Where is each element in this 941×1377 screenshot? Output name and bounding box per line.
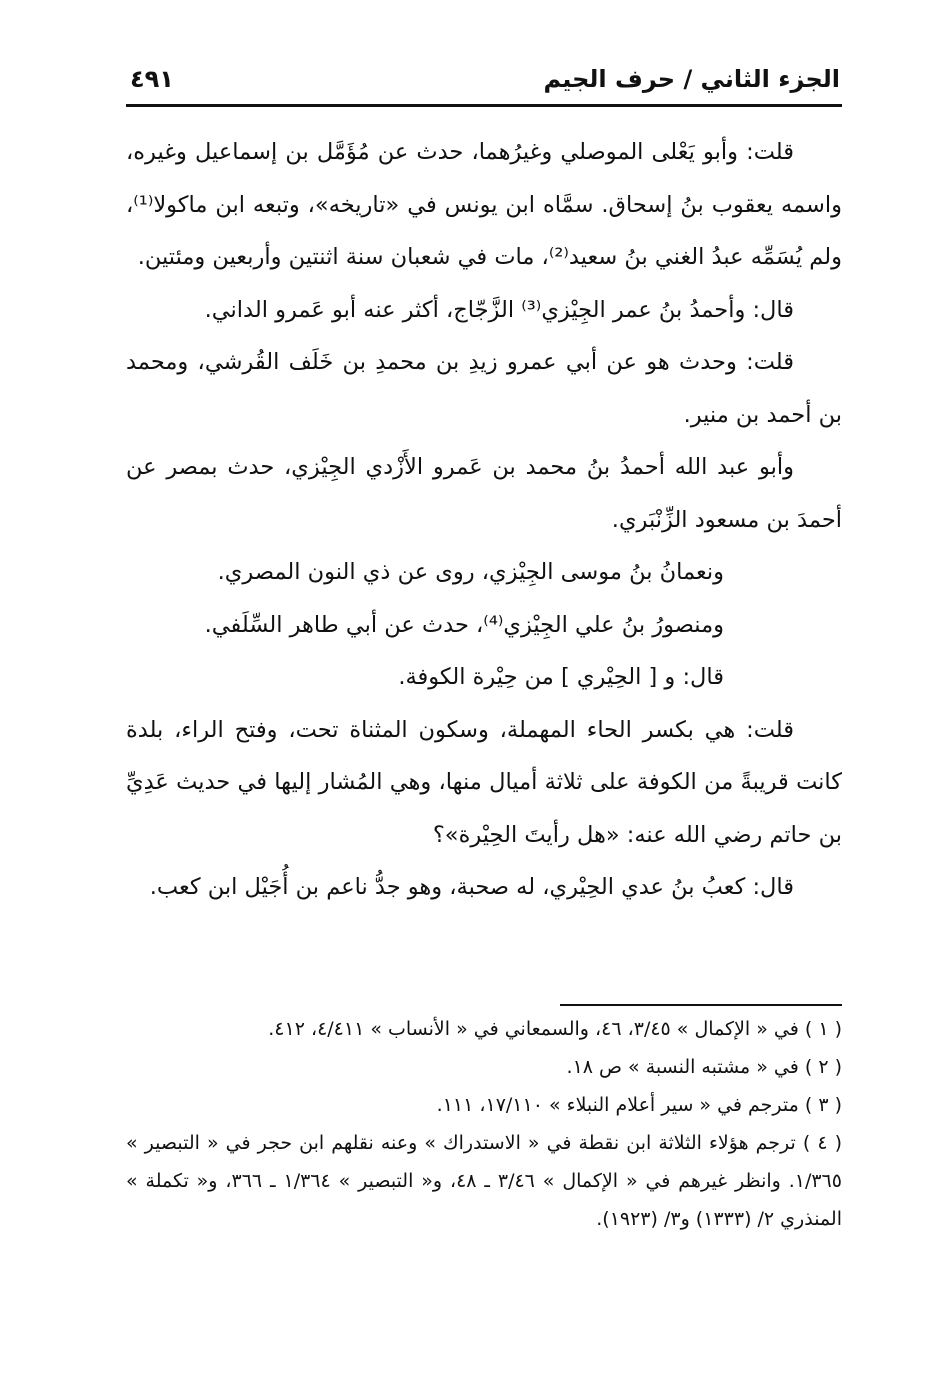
- header-rule: [126, 104, 842, 107]
- paragraph: قال: كعبُ بنُ عدي الحِيْري، له صحبة، وهو جدُّ ناعم بن أُجَيْل ابن كعب.: [149, 874, 794, 900]
- paragraph: ونعمانُ بنُ موسى الجِيْزي، روى عن ذي النون المصري.: [217, 559, 724, 585]
- paragraph: قال: و [ الحِيْري ] من حِيْرة الكوفة.: [398, 664, 724, 690]
- paragraph: ومنصورُ بنُ علي الجِيْزي⁽⁴⁾، حدث عن أبي طاهر السِّلَفي.: [204, 611, 724, 638]
- paragraph: قلت: وأبو يَعْلى الموصلي وغيرُهما، حدث عن مُؤَمَّل بن إسماعيل وغيره، واسمه يعقوب بنُ إسحاق. سمَّاه ابن يونس في «تاريخه»، وتبعه ابن ماكولا⁽¹⁾، ولم يُسَمِّه عبدُ الغني بنُ سعيد⁽²⁾، مات في شعبان سنة اثنتين وأربعين ومئتين.: [126, 139, 842, 270]
- paragraph: قال: وأحمدُ بنُ عمر الجِيْزي⁽³⁾ الزَّجّاج، أكثر عنه أبو عَمرو الداني.: [204, 296, 794, 323]
- footnote: ( ٣ ) مترجم في « سير أعلام النبلاء » ١٧/١١٠، ١١١.: [436, 1094, 842, 1116]
- footnote-rule: [560, 1004, 842, 1006]
- footnote: ( ٤ ) ترجم هؤلاء الثلاثة ابن نقطة في « الاستدراك » وعنه نقلهم ابن حجر في « التبصير » ١/٣٦٥. وانظر غيرهم في « الإكمال » ٣/٤٦ ـ ٤٨، و« التبصير » ١/٣٦٤ ـ ٣٦٦، و« تكملة » المنذري ٢/ (١٣٣٣) و٣/ (١٩٢٣).: [126, 1132, 842, 1230]
- footnote: ( ١ ) في « الإكمال » ٣/٤٥، ٤٦، والسمعاني في « الأنساب » ٤/٤١١، ٤١٢.: [268, 1018, 842, 1040]
- running-header: [130, 58, 840, 100]
- paragraph: وأبو عبد الله أحمدُ بنُ محمد بن عَمرو الأَزْدي الجِيْزي، حدث بمصر عن أحمدَ بن مسعود الزِّنْبَري.: [126, 454, 842, 533]
- main-text: [126, 126, 842, 914]
- page-number: ٤٩١: [130, 65, 174, 93]
- footnotes: [126, 1010, 842, 1238]
- paragraph: قلت: هي بكسر الحاء المهملة، وسكون المثناة تحت، وفتح الراء، بلدة كانت قريبةً من الكوفة على ثلاثة أميال منها، وهي المُشار إليها في حديث عَدِيِّ بن حاتم رضي الله عنه: «هل رأيتَ الحِيْرة»؟: [126, 716, 842, 848]
- footnote: ( ٢ ) في « مشتبه النسبة » ص ١٨.: [566, 1056, 842, 1078]
- paragraph: قلت: وحدث هو عن أبي عمرو زيدِ بن محمدِ بن خَلَف القُرشي، ومحمد بن أحمد بن منير.: [126, 349, 842, 428]
- chapter-title: الجزء الثاني / حرف الجيم: [543, 65, 840, 93]
